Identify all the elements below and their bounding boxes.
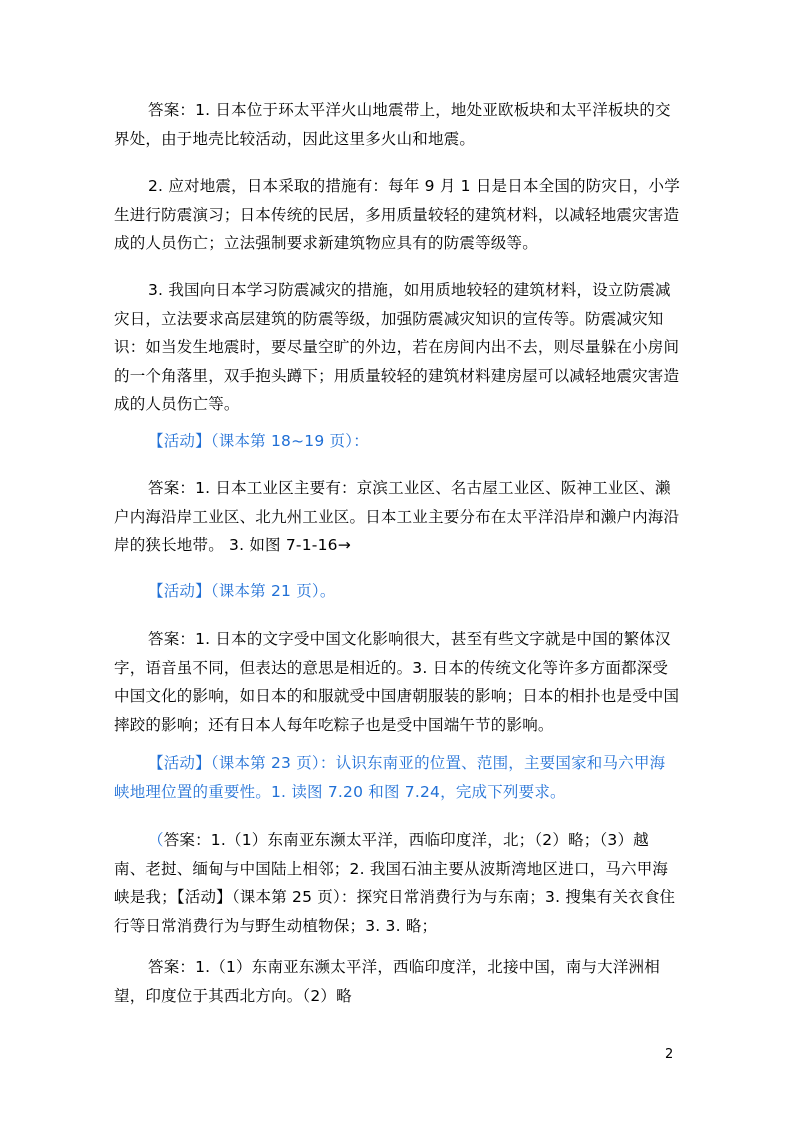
page-number: 2 (665, 1047, 674, 1062)
open-paren-mark: （ (148, 831, 164, 849)
activity-heading-2: 【活动】（课本第 21 页）。 (148, 582, 336, 600)
activity-heading-1: 【活动】（课本第 18~19 页）： (148, 432, 369, 450)
answer-paragraph-5: 答案：1. 日本的文字受中国文化影响很大，甚至有些文字就是中国的繁体汉字，语音虽不同，但表达的意思是相近的。3. 日本的传统文化等许多方面都深受中国文化的影响，如日本的和服就受中国唐朝服装的影响；日本的相扑也是受中国摔跤的影响；还有日本人每年吃粽子也是受中国端午节的影响。 (114, 630, 680, 734)
answer-paragraph-6-text: 答案：1.（1）东南亚东濒太平洋，西临印度洋，北；（2）略；（3）越南、老挝、缅甸与中国陆上相邻；2. 我国石油主要从波斯湾地区进口，马六甲海峡是我；【活动】（课本第 25 页）：探究日常消费行为与东南；3. 搜集有关衣食住行等日常消费行为与野生动植物保；3. 3. 略； (114, 831, 676, 935)
answer-paragraph-7: 答案：1.（1）东南亚东濒太平洋，西临印度洋，北接中国，南与大洋洲相望，印度位于其西北方向。（2）略 (114, 958, 660, 1005)
answer-paragraph-2: 2. 应对地震，日本采取的措施有：每年 9 月 1 日是日本全国的防灾日，小学生进行防震演习；日本传统的民居，多用质量较轻的建筑材料，以减轻地震灾害造成的人员伤亡；立法强制要求新建筑物应具有的防震等级等。 (114, 177, 680, 252)
answer-paragraph-4: 答案：1. 日本工业区主要有：京滨工业区、名古屋工业区、阪神工业区、濑户内海沿岸工业区、北九州工业区。日本工业主要分布在太平洋沿岸和濑户内海沿岸的狭长地带。 3. 如图 7-1-16→ (114, 479, 680, 554)
activity-heading-3: 【活动】（课本第 23 页）：认识东南亚的位置、范围，主要国家和马六甲海峡地理位置的重要性。1. 读图 7.20 和图 7.24，完成下列要求。 (114, 754, 666, 801)
answer-paragraph-6 (114, 826, 680, 940)
answer-paragraph-3: 3. 我国向日本学习防震减灾的措施，如用质地较轻的建筑材料，设立防震减灾日，立法要求高层建筑的防震等级，加强防震减灾知识的宣传等。防震减灾知识：如当发生地震时，要尽量空旷的外边，若在房间内出不去，则尽量躲在小房间的一个角落里，双手抱头蹲下；用质量较轻的建筑材料建房屋可以减轻地震灾害造成的人员伤亡等。 (114, 281, 680, 413)
answer-paragraph-1: 答案：1. 日本位于环太平洋火山地震带上，地处亚欧板块和太平洋板块的交界处，由于地壳比较活动，因此这里多火山和地震。 (114, 101, 671, 148)
